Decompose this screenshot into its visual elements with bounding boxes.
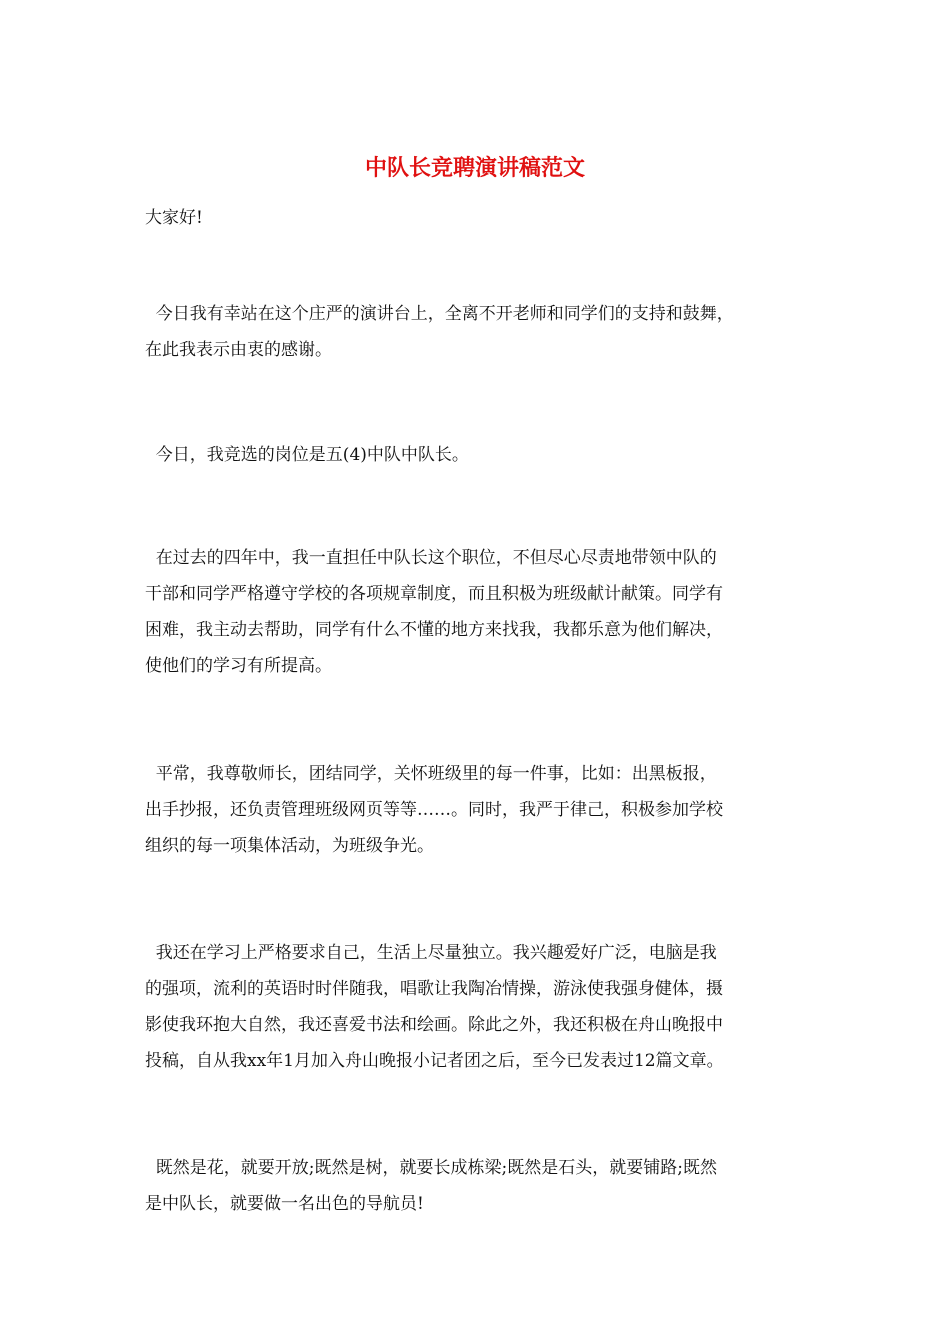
paragraph-line: 组织的每一项集体活动，为班级争光。 [145,836,434,856]
paragraph-5 [145,935,810,1079]
paragraph-line: 出手抄报，还负责管理班级网页等等……。同时，我严于律己，积极参加学校 [145,800,723,820]
paragraph-line: 干部和同学严格遵守学校的各项规章制度，而且积极为班级献计献策。同学有 [145,584,723,604]
paragraph-line: 我还在学习上严格要求自己，生活上尽量独立。我兴趣爱好广泛，电脑是我 [145,943,717,963]
paragraph-line: 在过去的四年中，我一直担任中队长这个职位，不但尽心尽责地带领中队的 [145,548,717,568]
paragraph-line: 平常，我尊敬师长，团结同学，关怀班级里的每一件事，比如：出黑板报， [145,764,717,784]
document-title: 中队长竞聘演讲稿范文 [364,155,585,181]
paragraph-1 [145,296,810,368]
paragraph-4 [145,756,810,864]
paragraph-line: 使他们的学习有所提高。 [145,656,332,676]
paragraph-line: 在此我表示由衷的感谢。 [145,340,332,360]
paragraph-line: 的强项，流利的英语时时伴随我，唱歌让我陶冶情操，游泳使我强身健体，摄 [145,979,723,999]
greeting: 大家好! [145,208,203,228]
paragraph-line: 影使我环抱大自然，我还喜爱书法和绘画。除此之外，我还积极在舟山晚报中 [145,1015,723,1035]
paragraph-3 [145,540,810,684]
paragraph-line: 投稿，自从我xx年1月加入舟山晚报小记者团之后，至今已发表过12篇文章。 [145,1051,724,1071]
paragraph-line: 今日，我竞选的岗位是五(4)中队中队长。 [145,445,469,465]
paragraph-line: 是中队长，就要做一名出色的导航员! [145,1194,424,1214]
paragraph-6 [145,1150,810,1222]
paragraph-2 [145,437,810,473]
paragraph-line: 困难，我主动去帮助，同学有什么不懂的地方来找我，我都乐意为他们解决， [145,620,723,640]
paragraph-line: 既然是花，就要开放;既然是树，就要长成栋梁;既然是石头，就要铺路;既然 [145,1158,717,1178]
paragraph-line: 今日我有幸站在这个庄严的演讲台上，全离不开老师和同学们的支持和鼓舞， [145,304,734,324]
